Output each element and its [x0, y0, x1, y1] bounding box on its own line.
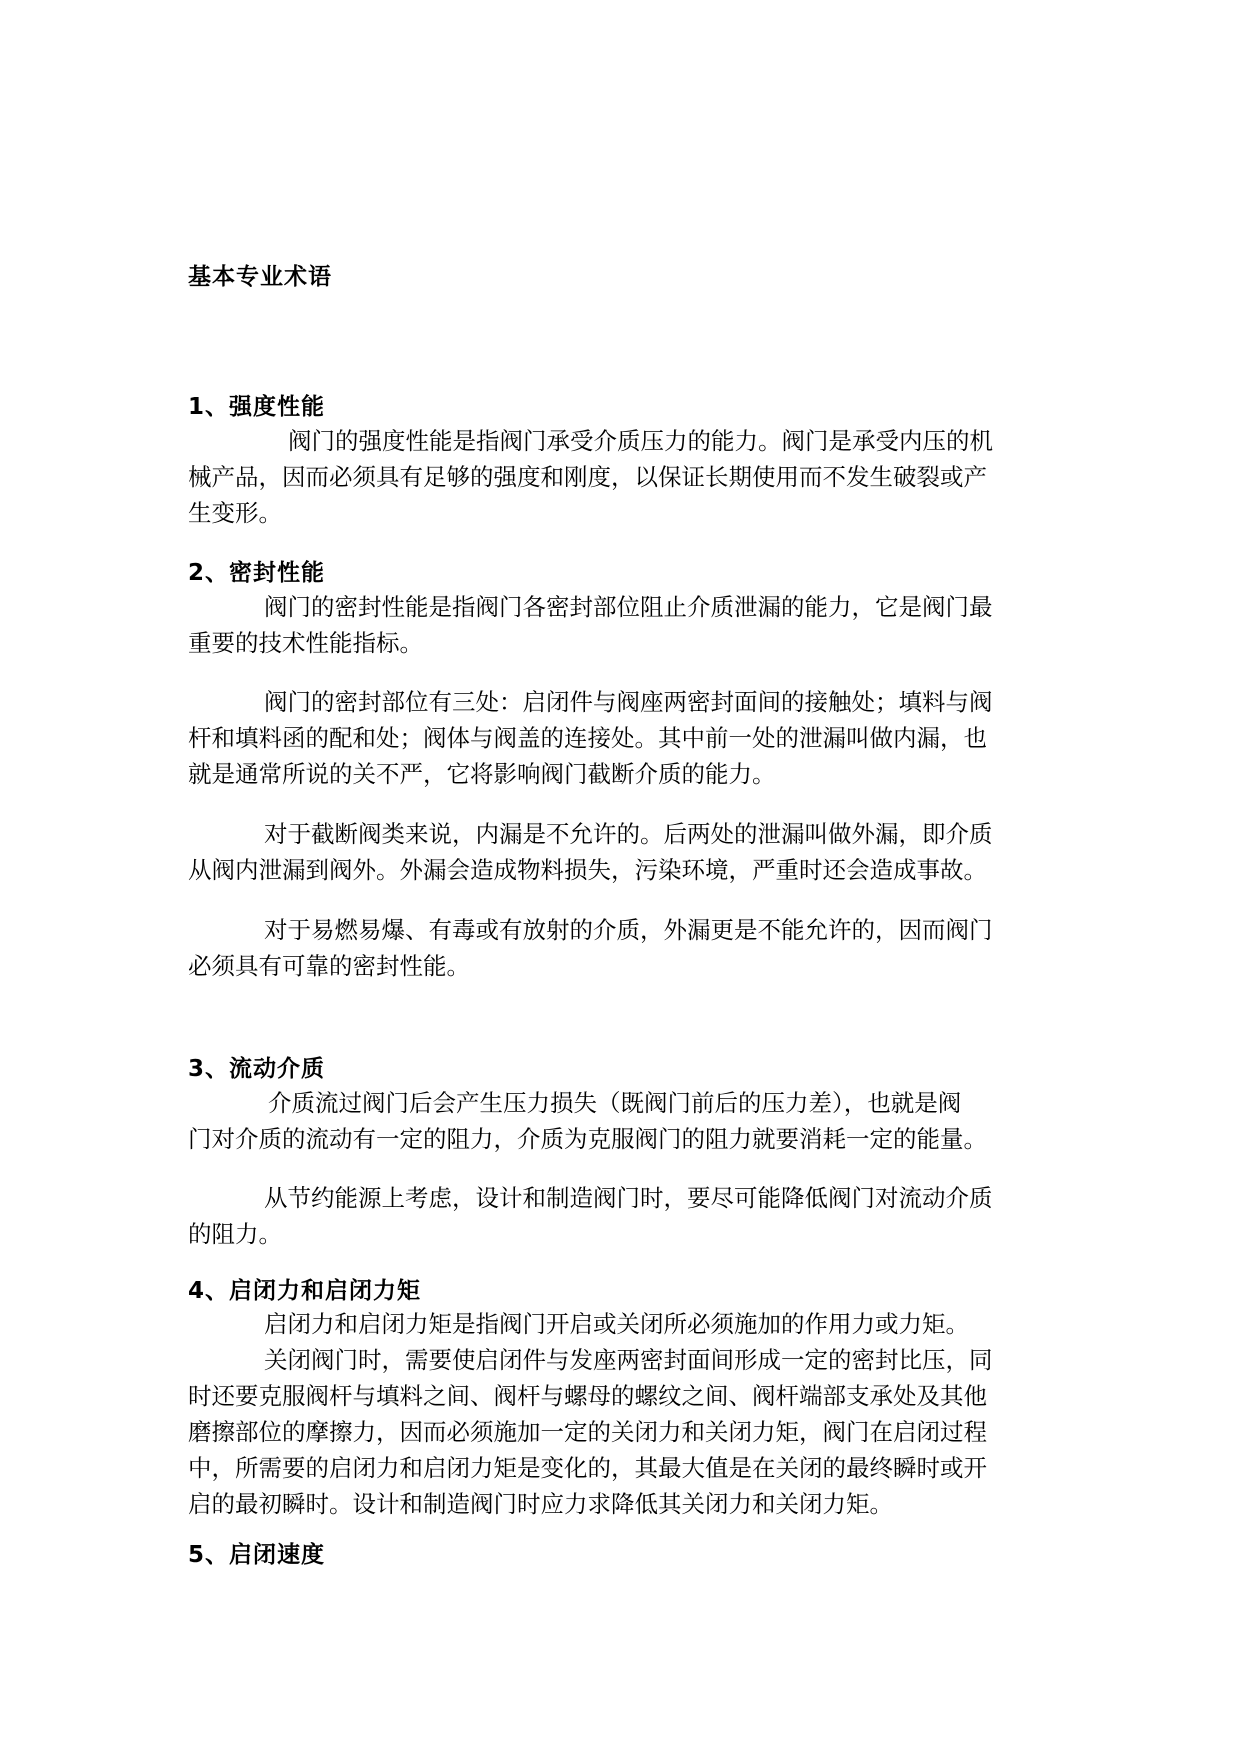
paragraph-line: 启的最初瞬时。设计和制造阀门时应力求降低其关闭力和关闭力矩。 — [188, 1490, 893, 1518]
paragraph-line: 从阀内泄漏到阀外。外漏会造成物料损失，污染环境，严重时还会造成事故。 — [188, 856, 987, 884]
section-opening-force-paragraph — [188, 1306, 1088, 1522]
section-flow-paragraph-2 — [188, 1180, 1088, 1252]
section-strength-paragraph — [188, 423, 1088, 531]
section-heading-sealing: 2、密封性能 — [188, 560, 326, 586]
paragraph-line: 必须具有可靠的密封性能。 — [188, 952, 470, 980]
paragraph-line: 从节约能源上考虑，设计和制造阀门时，要尽可能降低阀门对流动介质 — [264, 1184, 993, 1212]
paragraph-line: 阀门的密封部位有三处：启闭件与阀座两密封面间的接触处；填料与阀 — [264, 688, 993, 716]
section-heading-strength: 1、强度性能 — [188, 394, 326, 420]
paragraph-line: 的阻力。 — [188, 1220, 282, 1248]
section-heading-flow-medium: 3、流动介质 — [188, 1056, 326, 1082]
paragraph-line: 械产品，因而必须具有足够的强度和刚度，以保证长期使用而不发生破裂或产 — [188, 463, 987, 491]
paragraph-line: 就是通常所说的关不严，它将影响阀门截断介质的能力。 — [188, 760, 776, 788]
section-heading-opening-force: 4、启闭力和启闭力矩 — [188, 1278, 422, 1304]
section-flow-paragraph-1 — [188, 1085, 1088, 1157]
section-sealing-paragraph-1 — [188, 589, 1088, 661]
section-sealing-paragraph-2 — [188, 684, 1088, 792]
section-sealing-paragraph-3 — [188, 816, 1088, 888]
paragraph-line: 杆和填料函的配和处；阀体与阀盖的连接处。其中前一处的泄漏叫做内漏，也 — [188, 724, 987, 752]
paragraph-line: 启闭力和启闭力矩是指阀门开启或关闭所必须施加的作用力或力矩。 — [264, 1310, 969, 1338]
document-page — [188, 0, 1068, 1754]
paragraph-line: 生变形。 — [188, 499, 282, 527]
paragraph-line: 对于易燃易爆、有毒或有放射的介质，外漏更是不能允许的，因而阀门 — [264, 916, 993, 944]
section-heading-opening-speed: 5、启闭速度 — [188, 1542, 326, 1568]
paragraph-line: 时还要克服阀杆与填料之间、阀杆与螺母的螺纹之间、阀杆端部支承处及其他 — [188, 1382, 987, 1410]
paragraph-line: 重要的技术性能指标。 — [188, 629, 423, 657]
paragraph-line: 关闭阀门时，需要使启闭件与发座两密封面间形成一定的密封比压，同 — [264, 1346, 993, 1374]
paragraph-line: 阀门的强度性能是指阀门承受介质压力的能力。阀门是承受内压的机 — [288, 427, 993, 455]
paragraph-line: 介质流过阀门后会产生压力损失（既阀门前后的压力差），也就是阀 — [268, 1089, 962, 1117]
paragraph-line: 阀门的密封性能是指阀门各密封部位阻止介质泄漏的能力，它是阀门最 — [264, 593, 993, 621]
paragraph-line: 磨擦部位的摩擦力，因而必须施加一定的关闭力和关闭力矩，阀门在启闭过程 — [188, 1418, 987, 1446]
document-title: 基本专业术语 — [188, 264, 332, 290]
section-sealing-paragraph-4 — [188, 912, 1088, 984]
paragraph-line: 中，所需要的启闭力和启闭力矩是变化的，其最大值是在关闭的最终瞬时或开 — [188, 1454, 987, 1482]
paragraph-line: 对于截断阀类来说，内漏是不允许的。后两处的泄漏叫做外漏，即介质 — [264, 820, 993, 848]
paragraph-line: 门对介质的流动有一定的阻力，介质为克服阀门的阻力就要消耗一定的能量。 — [188, 1125, 987, 1153]
